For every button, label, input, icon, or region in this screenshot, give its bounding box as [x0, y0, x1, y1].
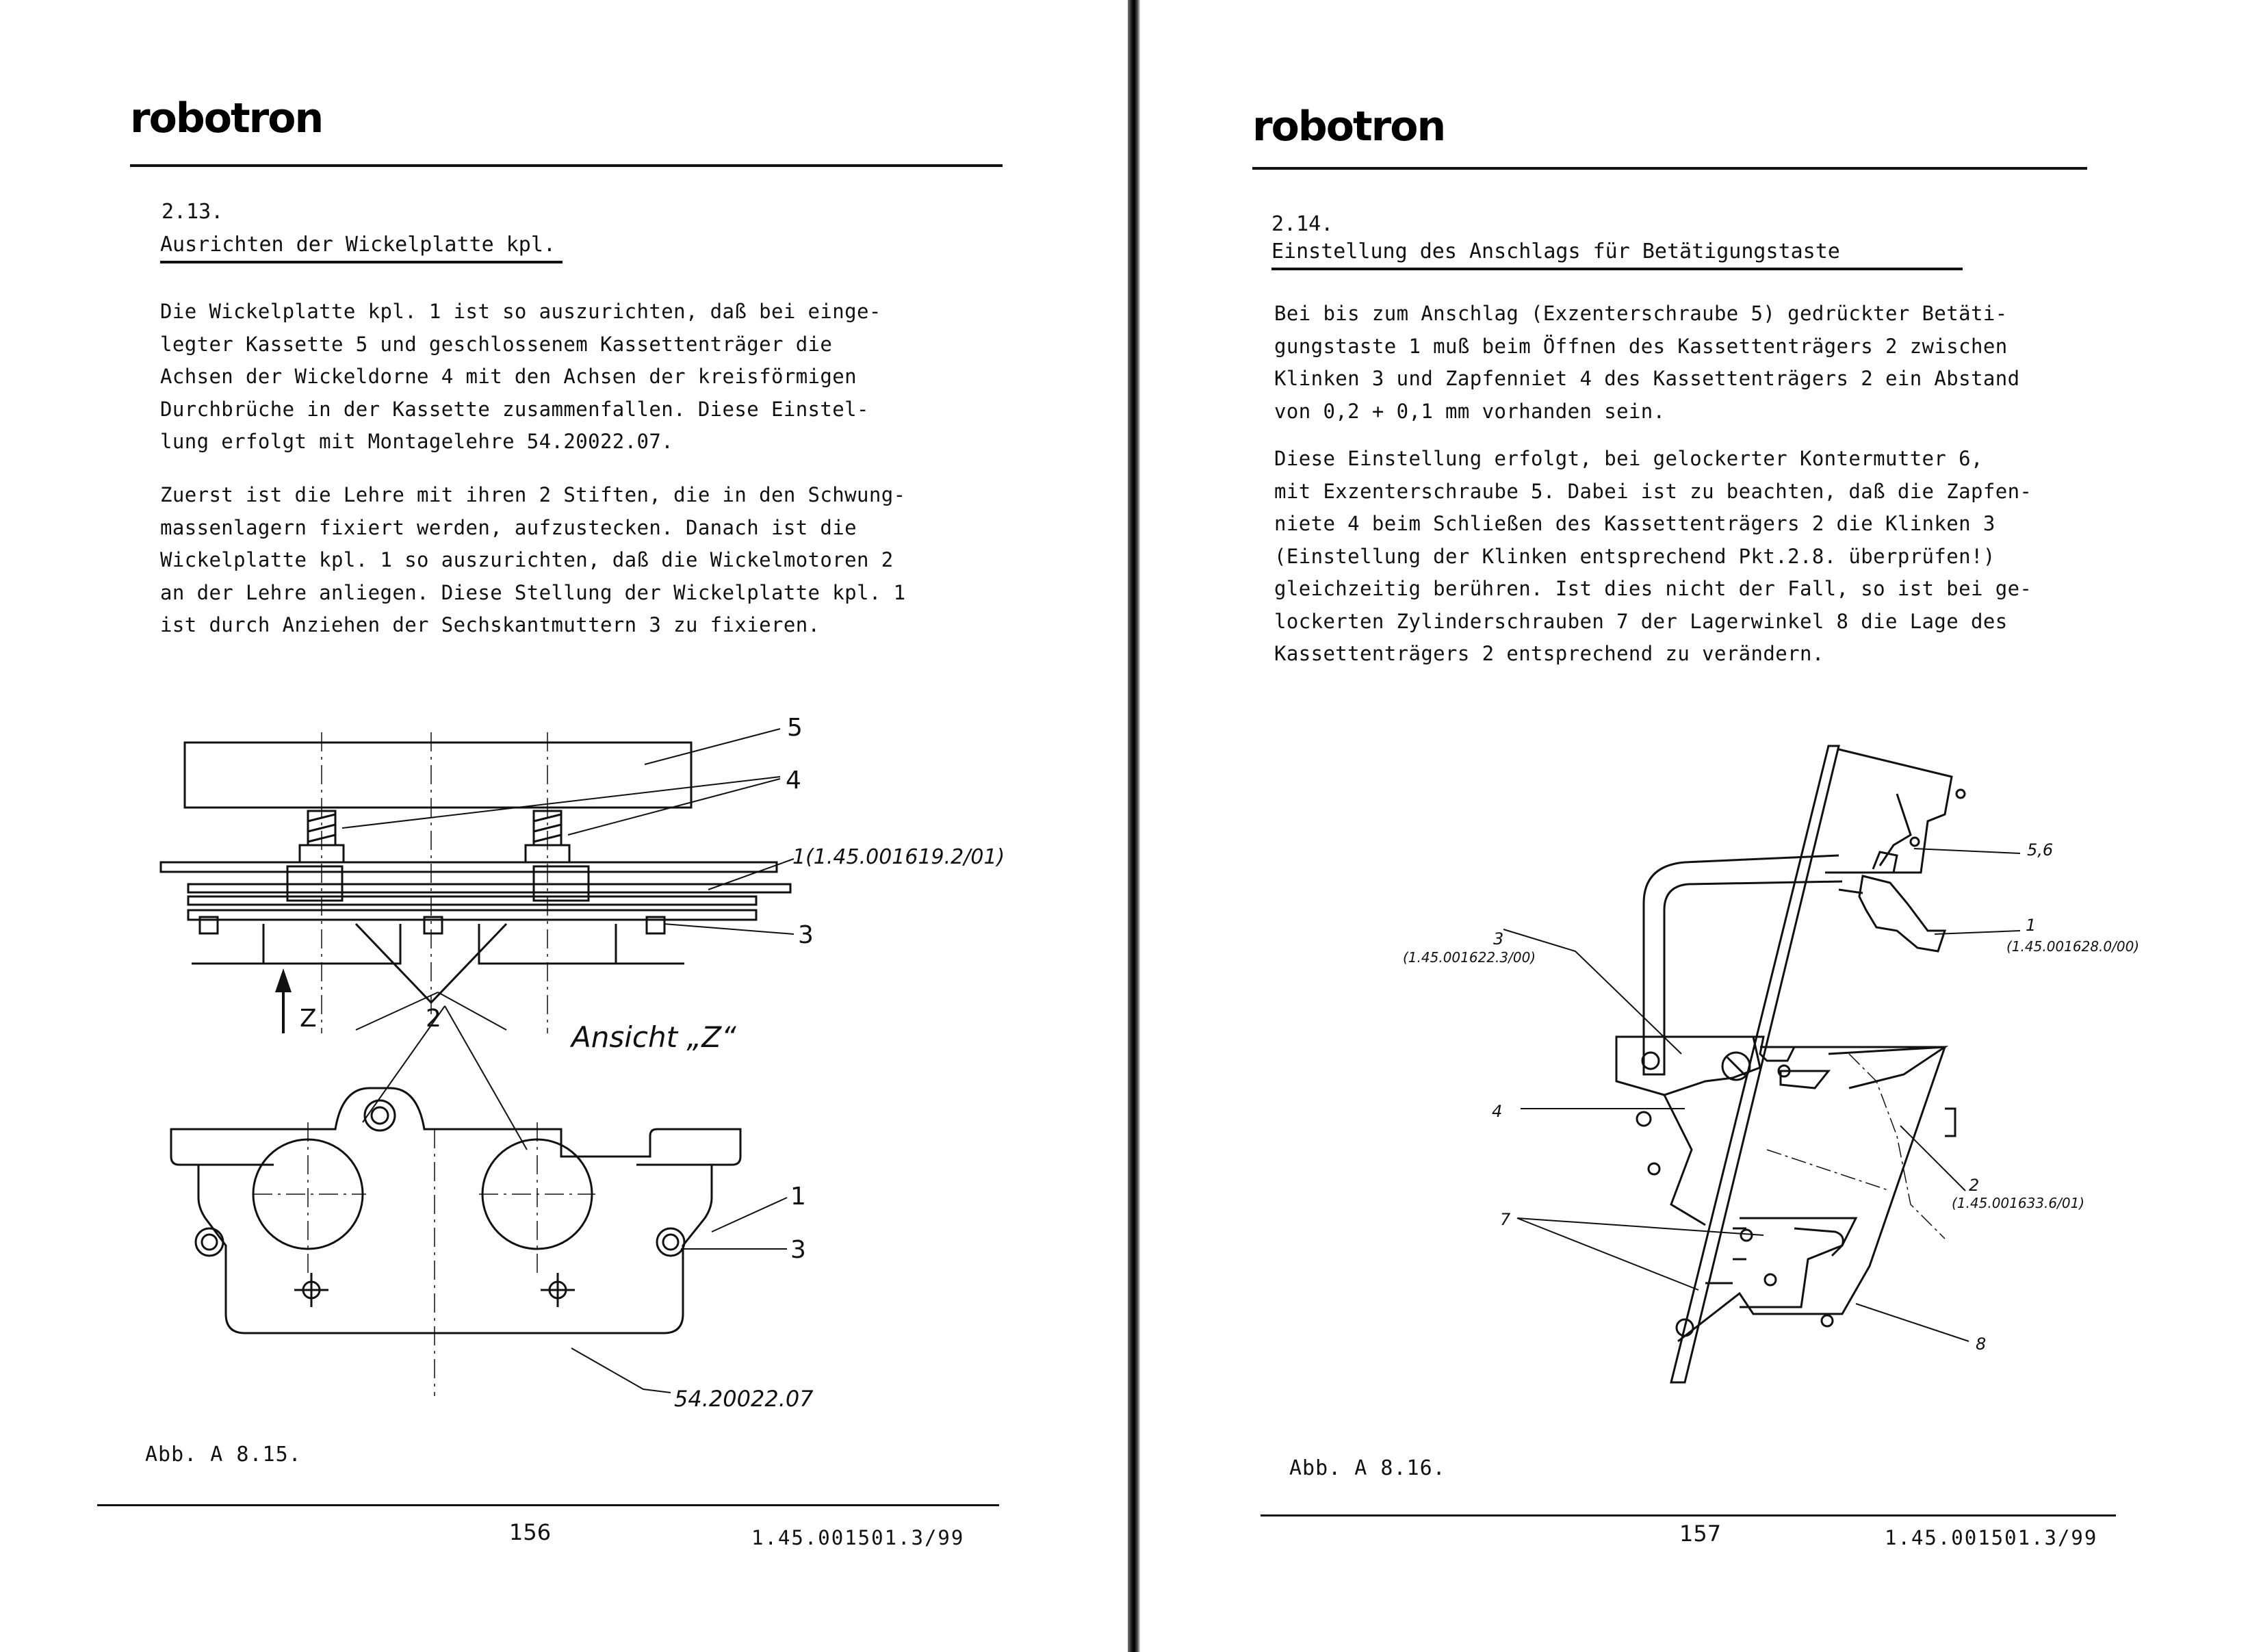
section-number: 2.13.: [162, 200, 224, 224]
label-3: 3: [1493, 929, 1504, 948]
book-spine: [1128, 0, 1140, 1652]
robotron-logo: robotron: [1252, 103, 1445, 151]
left-page: [0, 0, 1122, 1652]
label-1-top: 1(1.45.001619.2/01): [792, 845, 1005, 869]
label-2: 2: [426, 1005, 441, 1033]
label-3-part: (1.45.001622.3/00): [1403, 949, 1536, 966]
label-8: 8: [1976, 1334, 1987, 1354]
label-2-part: (1.45.001633.6/01): [1952, 1195, 2085, 1211]
page-number: 156: [509, 1519, 552, 1545]
label-7: 7: [1500, 1210, 1511, 1229]
label-1-part: (1.45.001628.0/00): [2006, 938, 2140, 955]
label-4: 4: [1492, 1102, 1503, 1121]
label-gauge: 54.20022.07: [674, 1386, 814, 1412]
footer-rule: [1261, 1514, 2116, 1517]
cassette-5-shape: [185, 743, 691, 808]
document-number: 1.45.001501.3/99: [1885, 1526, 2098, 1549]
label-5-6: 5,6: [2027, 840, 2054, 860]
label-z: Z: [300, 1005, 317, 1033]
section-number: 2.14.: [1271, 212, 1334, 236]
document-number: 1.45.001501.3/99: [751, 1526, 965, 1549]
label-2: 2: [1969, 1176, 1980, 1195]
label-3-bottom: 3: [790, 1236, 806, 1264]
label-5: 5: [787, 714, 803, 742]
section-title: Ausrichten der Wickelplatte kpl.: [160, 233, 563, 263]
right-page: [1144, 0, 2261, 1652]
section-title: Einstellung des Anschlags für Betätigungstaste: [1271, 240, 1963, 270]
figure-caption: Abb. A 8.15.: [145, 1443, 302, 1467]
view-label: Ansicht „Z“: [571, 1020, 736, 1054]
label-4: 4: [786, 766, 801, 795]
header-rule: [130, 164, 1003, 167]
figure-a-8-15: [123, 705, 1013, 1451]
footer-rule: [97, 1504, 999, 1506]
figure-caption: Abb. A 8.16.: [1289, 1456, 1446, 1480]
paragraph-1: Die Wickelplatte kpl. 1 ist so auszurichten, daß bei einge- legter Kassette 5 und geschlossenem Kassettenträger die Achsen der Wickeldorne 4 mit den Achsen der kreisförmigen Durchbrüche in der Kassette zusammenfallen. Diese Einstel- lung erfolgt mit Montagelehre 54.20022.07.: [160, 300, 881, 453]
label-3-top: 3: [798, 921, 814, 949]
figure-a-8-16: [1261, 725, 2140, 1403]
paragraph-2: Zuerst ist die Lehre mit ihren 2 Stiften, die in den Schwung- massenlagern fixiert werden, aufzustecken. Danach ist die Wickelplatte kpl. 1 so auszurichten, daß die Wickelmotoren 2 an der Lehre anliegen. Diese Stellung der Wickelplatte kpl. 1 ist durch Anziehen der Sechskantmuttern 3 zu fixieren.: [160, 483, 906, 636]
label-1: 1: [2026, 916, 2037, 935]
paragraph-1: Bei bis zum Anschlag (Exzenterschraube 5) gedrückter Betäti- gungstaste 1 muß beim Öffnen des Kassettenträgers 2 zwischen Klinken 3 und Zapfenniet 4 des Kassettenträgers 2 ein Abstand von 0,2 + 0,1 mm vorhanden sein.: [1274, 302, 2020, 423]
robotron-logo: robotron: [130, 94, 323, 142]
header-rule: [1252, 167, 2087, 170]
label-1-bottom: 1: [790, 1183, 806, 1211]
paragraph-2: Diese Einstellung erfolgt, bei gelockerter Kontermutter 6, mit Exzenterschraube 5. Dabei ist zu beachten, daß die Zapfen- niete 4 beim Schließen des Kassettenträgers 2 die Klinken 3 (Einstellung der Klinken entsprechend Pkt.2.8. überprüfen!) gleichzeitig berühren. Ist dies nicht der Fall, so ist bei ge- lockerten Zylinderschrauben 7 der Lagerwinkel 8 die Lage des Kassettenträgers 2 entsprechend zu verändern.: [1274, 447, 2032, 665]
page-number: 157: [1679, 1521, 1722, 1547]
